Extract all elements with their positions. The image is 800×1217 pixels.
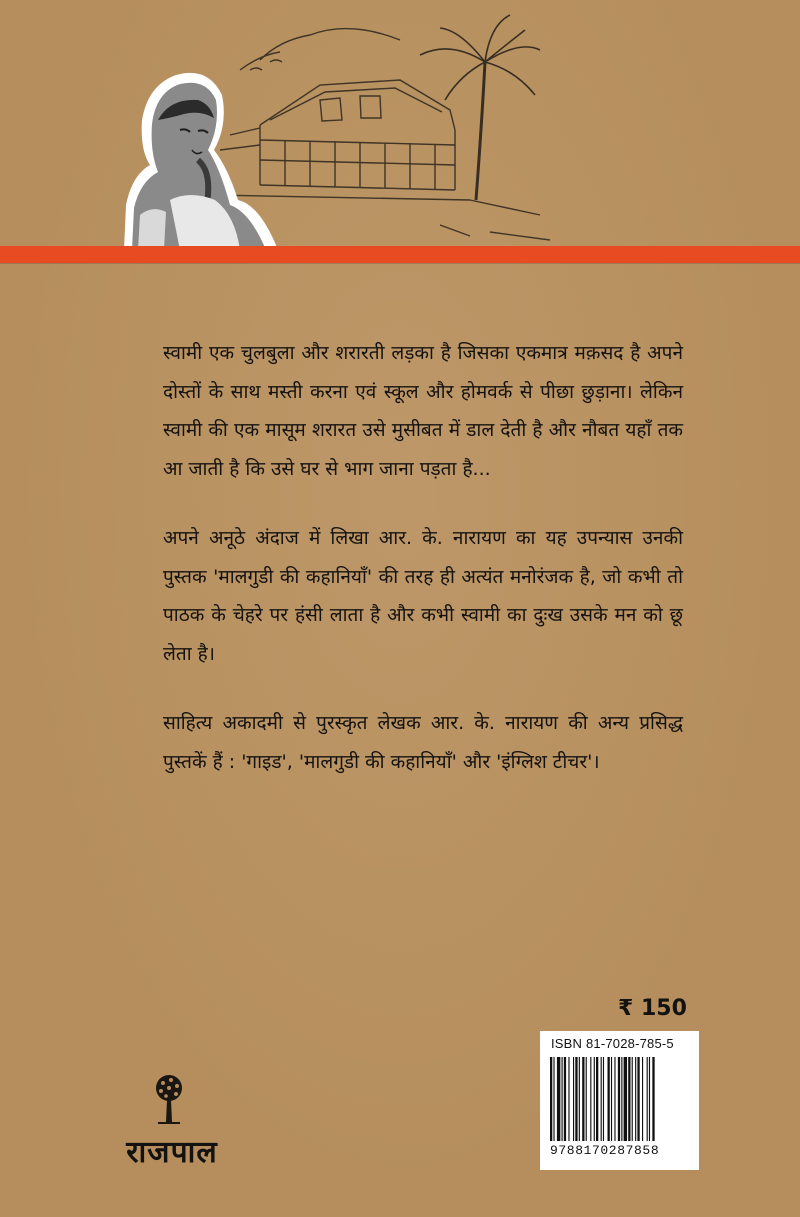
description-paragraph: साहित्य अकादमी से पुरस्कृत लेखक आर. के. नारायण की अन्य प्रसिद्ध पुस्तकें हैं : 'गाइड', 'मालगुडी की कहानियाँ' और 'इंग्लिश टीचर'। bbox=[163, 712, 683, 773]
barcode-bar bbox=[637, 1057, 639, 1141]
isbn-barcode-block bbox=[540, 1031, 699, 1170]
barcode-bar bbox=[553, 1057, 554, 1141]
barcode-bar bbox=[603, 1057, 604, 1141]
barcode-bar bbox=[590, 1057, 591, 1141]
barcode-bar bbox=[611, 1057, 612, 1141]
cover-illustration bbox=[110, 0, 550, 250]
barcode-bar bbox=[647, 1057, 648, 1141]
barcode-bar bbox=[557, 1057, 560, 1141]
barcode-bar bbox=[614, 1057, 615, 1141]
publisher-logo bbox=[102, 1074, 242, 1174]
description-paragraph: स्वामी एक चुलबुला और शरारती लड़का है जिसका एकमात्र मक़सद है अपने दोस्तों के साथ मस्ती करना एवं स्कूल और होमवर्क से पीछा छुड़ाना। लेकिन स्वामी की एक मासूम शरारत उसे मुसीबत में डाल देती है और नौबत यहाँ तक आ जाती है कि उसे घर से भाग जाना पड़ता है... bbox=[163, 342, 683, 480]
barcode-bar bbox=[582, 1057, 584, 1141]
barcode-bar bbox=[628, 1057, 630, 1141]
barcode-bar bbox=[618, 1057, 620, 1141]
barcode-bar bbox=[632, 1057, 633, 1141]
barcode-bar bbox=[594, 1057, 595, 1141]
tree-icon bbox=[149, 1074, 189, 1126]
barcode-bar bbox=[601, 1057, 602, 1141]
barcode-bar bbox=[652, 1057, 654, 1141]
barcode-bar bbox=[550, 1057, 552, 1141]
barcode-bar bbox=[575, 1057, 577, 1141]
barcode-bar bbox=[579, 1057, 580, 1141]
barcode-bar bbox=[562, 1057, 563, 1141]
barcode-bar bbox=[596, 1057, 598, 1141]
barcode-bar bbox=[586, 1057, 587, 1141]
description-paragraph: अपने अनूठे अंदाज में लिखा आर. के. नारायण का यह उपन्यास उनकी पुस्तक 'मालगुडी की कहानियाँ' की तरह ही अत्यंत मनोरंजक है, जो कभी तो पाठक के चेहरे पर हंसी लाता है और कभी स्वामी का दुःख उसके मन को छू लेता है। bbox=[163, 527, 683, 665]
price-label: ₹ 150 bbox=[618, 996, 687, 1021]
barcode-bar bbox=[649, 1057, 650, 1141]
red-band bbox=[0, 246, 800, 263]
barcode-bar bbox=[568, 1057, 569, 1141]
barcode-icon bbox=[550, 1057, 690, 1141]
isbn-label: ISBN 81-7028-785-5 bbox=[551, 1036, 674, 1051]
barcode-digits: 9788170287858 bbox=[550, 1143, 660, 1158]
barcode-bar bbox=[608, 1057, 610, 1141]
book-description bbox=[163, 334, 683, 812]
barcode-bar bbox=[624, 1057, 627, 1141]
barcode-bar bbox=[635, 1057, 636, 1141]
barcode-bar bbox=[621, 1057, 622, 1141]
barcode-bar bbox=[642, 1057, 643, 1141]
publisher-name: राजपाल bbox=[126, 1135, 218, 1170]
barcode-bar bbox=[564, 1057, 566, 1141]
barcode-bar bbox=[573, 1057, 574, 1141]
